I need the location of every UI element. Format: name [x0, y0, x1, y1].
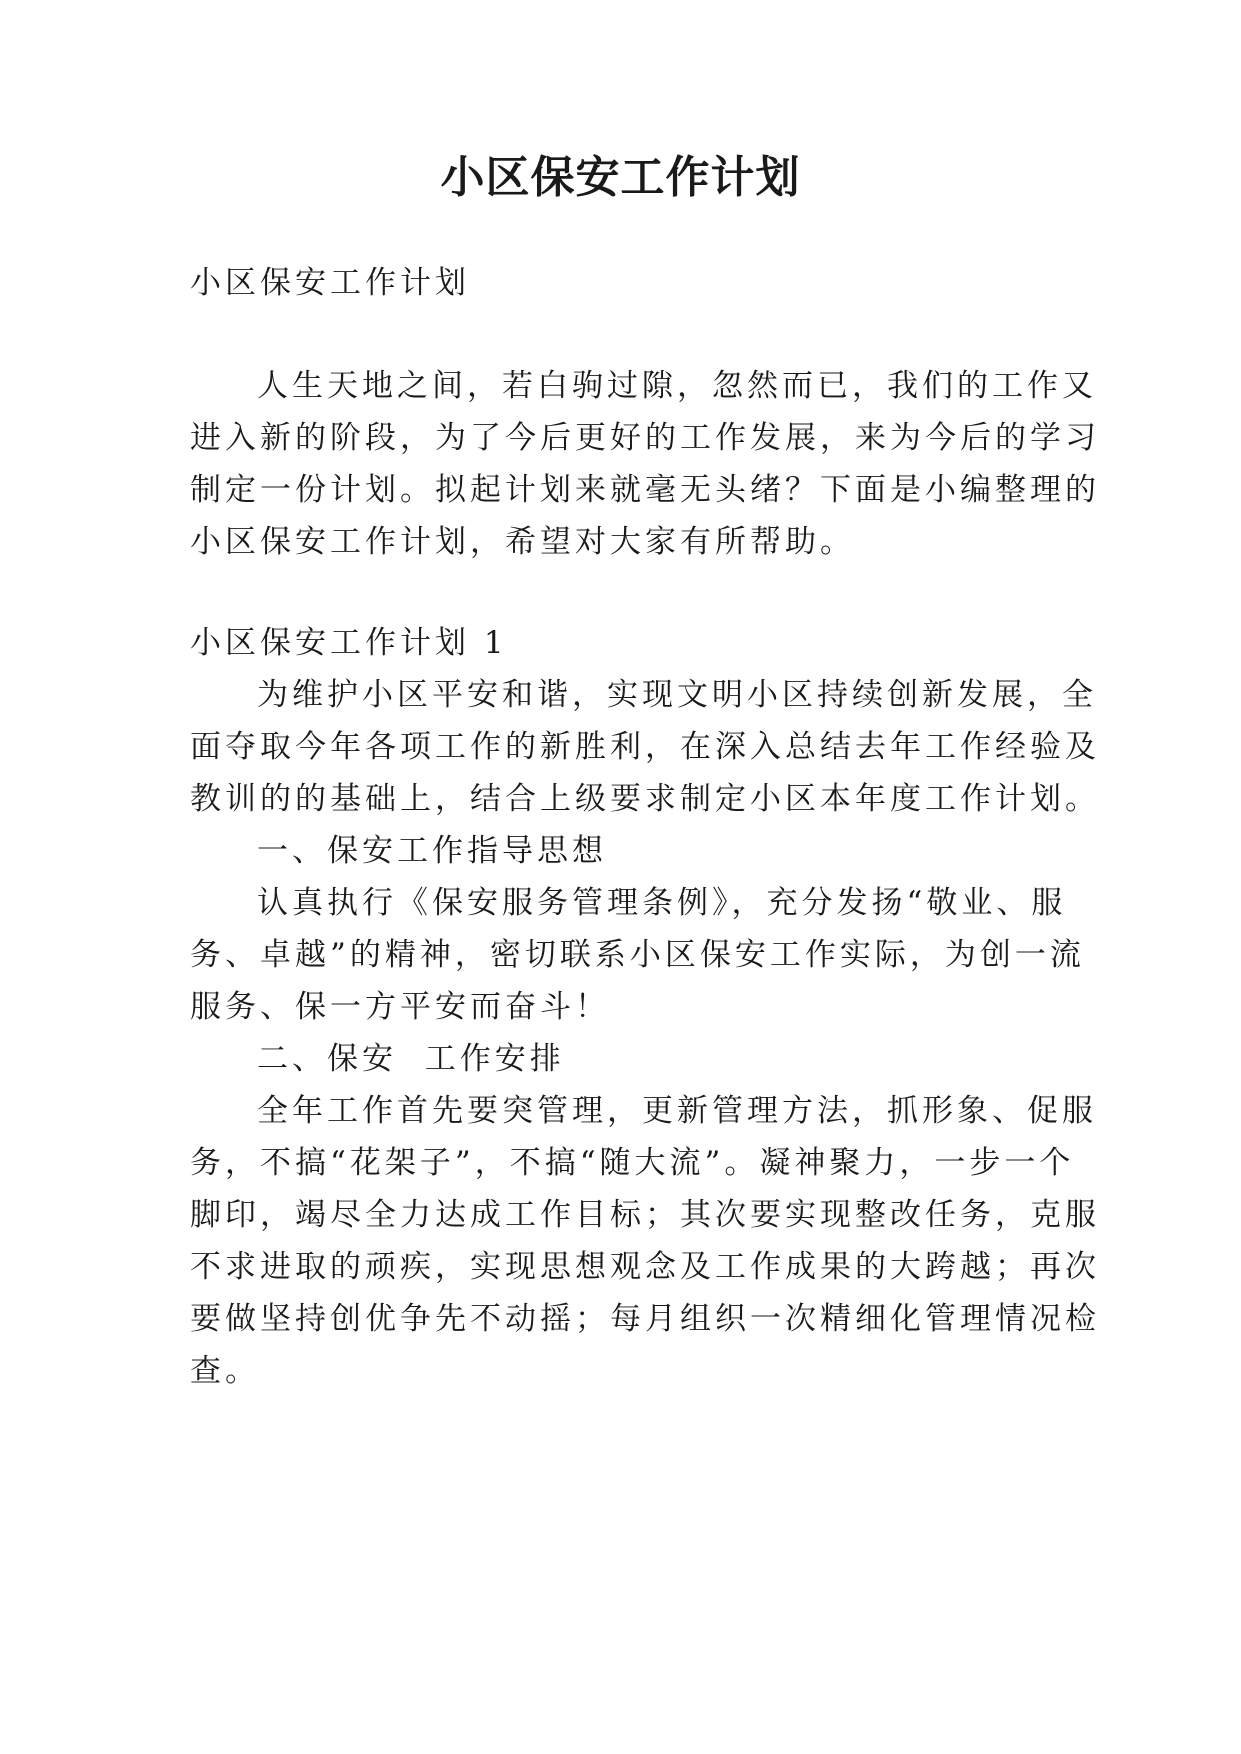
document-title: 小区保安工作计划 — [440, 152, 801, 203]
section-para-line: 面夺取今年各项工作的新胜利，在深入总结去年工作经验及 — [190, 729, 1100, 765]
part-para-line: 不求进取的顽疾，实现思想观念及工作成果的大跨越；再次 — [190, 1249, 1100, 1285]
intro-line: 小区保安工作计划，希望对大家有所帮助。 — [190, 524, 855, 560]
section-heading: 小区保安工作计划 1 — [190, 625, 508, 661]
part-para-line: 务、卓越”的精神，密切联系小区保安工作实际，为创一流 — [190, 937, 1085, 973]
intro-line: 人生天地之间，若白驹过隙，忽然而已，我们的工作又 — [257, 368, 1097, 404]
part-para-line: 要做坚持创优争先不动摇；每月组织一次精细化管理情况检 — [190, 1301, 1100, 1337]
intro-line: 进入新的阶段，为了今后更好的工作发展，来为今后的学习 — [190, 420, 1100, 456]
part-heading: 一、保安工作指导思想 — [257, 833, 607, 869]
part-para-line: 全年工作首先要突管理，更新管理方法，抓形象、促服 — [257, 1093, 1097, 1129]
document-subtitle: 小区保安工作计划 — [190, 265, 470, 301]
part-para-line: 认真执行《保安服务管理条例》，充分发扬“敬业、服 — [257, 885, 1067, 921]
part-heading: 二、保安 工作安排 — [257, 1041, 565, 1077]
section-para-line: 为维护小区平安和谐，实现文明小区持续创新发展，全 — [257, 677, 1097, 713]
part-para-line: 脚印，竭尽全力达成工作目标；其次要实现整改任务，克服 — [190, 1197, 1100, 1233]
section-para-line: 教训的的基础上，结合上级要求制定小区本年度工作计划。 — [190, 781, 1100, 817]
part-para-line: 务，不搞“花架子”，不搞“随大流”。凝神聚力，一步一个 — [190, 1145, 1075, 1181]
part-para-line: 服务、保一方平安而奋斗！ — [190, 989, 610, 1025]
part-para-line: 查。 — [190, 1353, 260, 1389]
intro-line: 制定一份计划。拟起计划来就毫无头绪？下面是小编整理的 — [190, 472, 1100, 508]
